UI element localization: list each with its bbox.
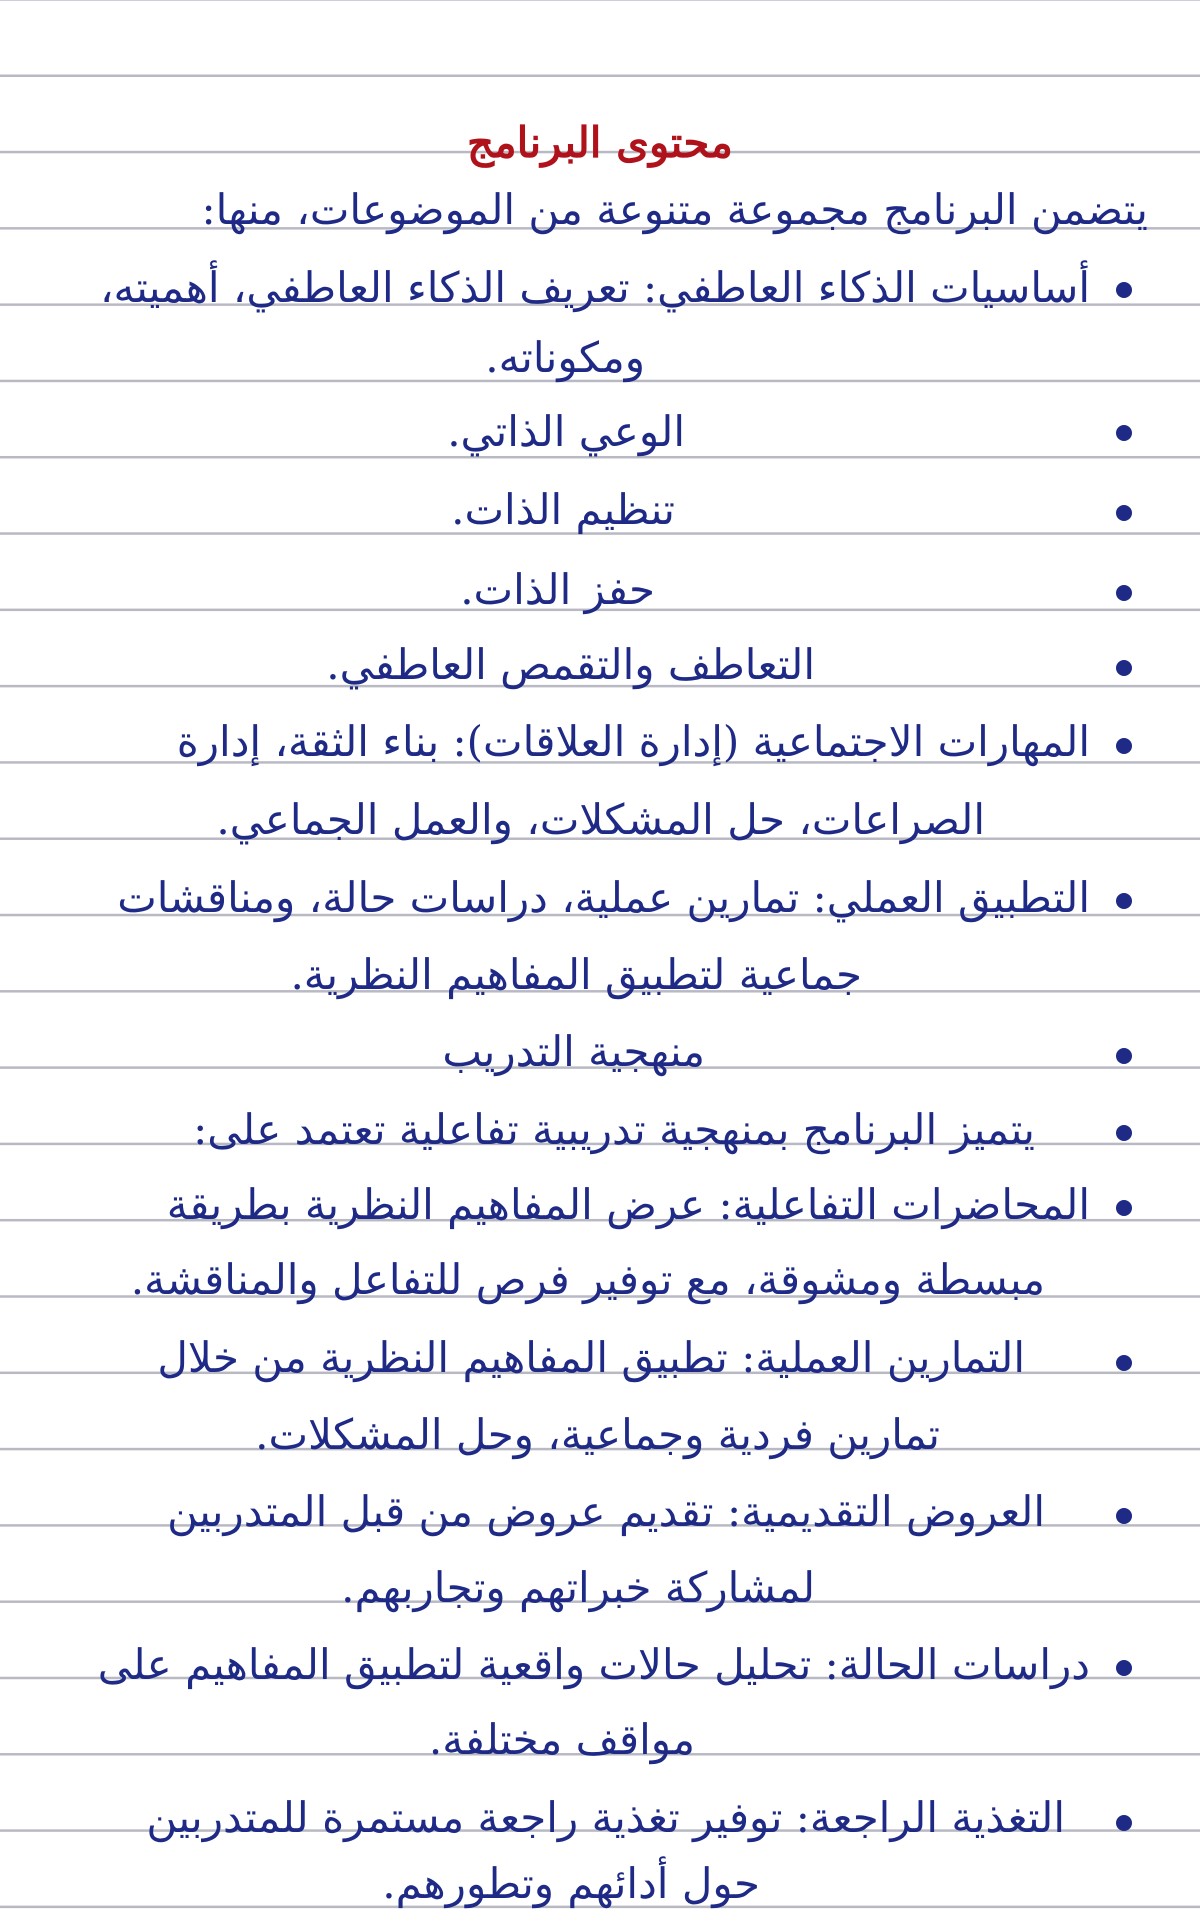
bullet-icon — [1116, 893, 1132, 909]
list-item-line: ومكوناته. — [485, 333, 645, 382]
list-item-line: حفز الذات. — [460, 565, 655, 614]
bullet-icon — [1116, 660, 1132, 676]
bullet-icon — [1116, 282, 1132, 298]
list-item-line: مبسطة ومشوقة، مع توفير فرص للتفاعل والمناقشة. — [130, 1255, 1045, 1304]
bullet-icon — [1116, 1660, 1132, 1676]
list-item-line: دراسات الحالة: تحليل حالات واقعية لتطبيق المفاهيم على — [97, 1640, 1090, 1689]
list-item-line: تنظيم الذات. — [451, 485, 675, 534]
bullet-icon — [1116, 1815, 1132, 1831]
list-item-line: أساسيات الذكاء العاطفي: تعريف الذكاء العاطفي، أهميته، — [100, 263, 1090, 312]
list-item-line: التمارين العملية: تطبيق المفاهيم النظرية من خلال — [157, 1333, 1025, 1382]
bullet-icon — [1116, 505, 1132, 521]
bullet-icon — [1116, 1125, 1132, 1141]
list-item-line: الوعي الذاتي. — [447, 407, 685, 456]
list-item-line: يتميز البرنامج بمنهجية تدريبية تفاعلية تعتمد على: — [193, 1105, 1035, 1154]
list-item-line: مواقف مختلفة. — [428, 1715, 695, 1764]
list-item-line: المحاضرات التفاعلية: عرض المفاهيم النظرية بطريقة — [166, 1180, 1090, 1229]
list-item-line: العروض التقديمية: تقديم عروض من قبل المتدربين — [167, 1487, 1045, 1536]
bullet-icon — [1116, 738, 1132, 754]
bullet-icon — [1116, 1355, 1132, 1371]
list-item-line: التطبيق العملي: تمارين عملية، دراسات حالة، ومناقشات — [117, 873, 1090, 922]
list-item-line: الصراعات، حل المشكلات، والعمل الجماعي. — [216, 795, 985, 844]
list-item-line: التعاطف والتقمص العاطفي. — [326, 640, 815, 689]
bullet-icon — [1116, 1200, 1132, 1216]
list-item-line: حول أدائهم وتطورهم. — [382, 1859, 760, 1908]
list-item-line: لمشاركة خبراتهم وتجاربهم. — [341, 1563, 815, 1612]
page-title: محتوى البرنامج — [467, 118, 733, 167]
bullet-icon — [1116, 425, 1132, 441]
list-item-line: المهارات الاجتماعية (إدارة العلاقات): بناء الثقة، إدارة — [176, 717, 1090, 766]
list-item-line: تمارين فردية وجماعية، وحل المشكلات. — [255, 1410, 940, 1459]
bullet-icon — [1116, 585, 1132, 601]
list-item-line: منهجية التدريب — [442, 1027, 705, 1076]
intro-text: يتضمن البرنامج مجموعة متنوعة من الموضوعات، منها: — [201, 185, 1148, 234]
bullet-icon — [1116, 1508, 1132, 1524]
bullet-icon — [1116, 1048, 1132, 1064]
list-item-line: جماعية لتطبيق المفاهيم النظرية. — [290, 950, 862, 999]
list-item-line: التغذية الراجعة: توفير تغذية راجعة مستمرة للمتدربين — [146, 1793, 1065, 1842]
